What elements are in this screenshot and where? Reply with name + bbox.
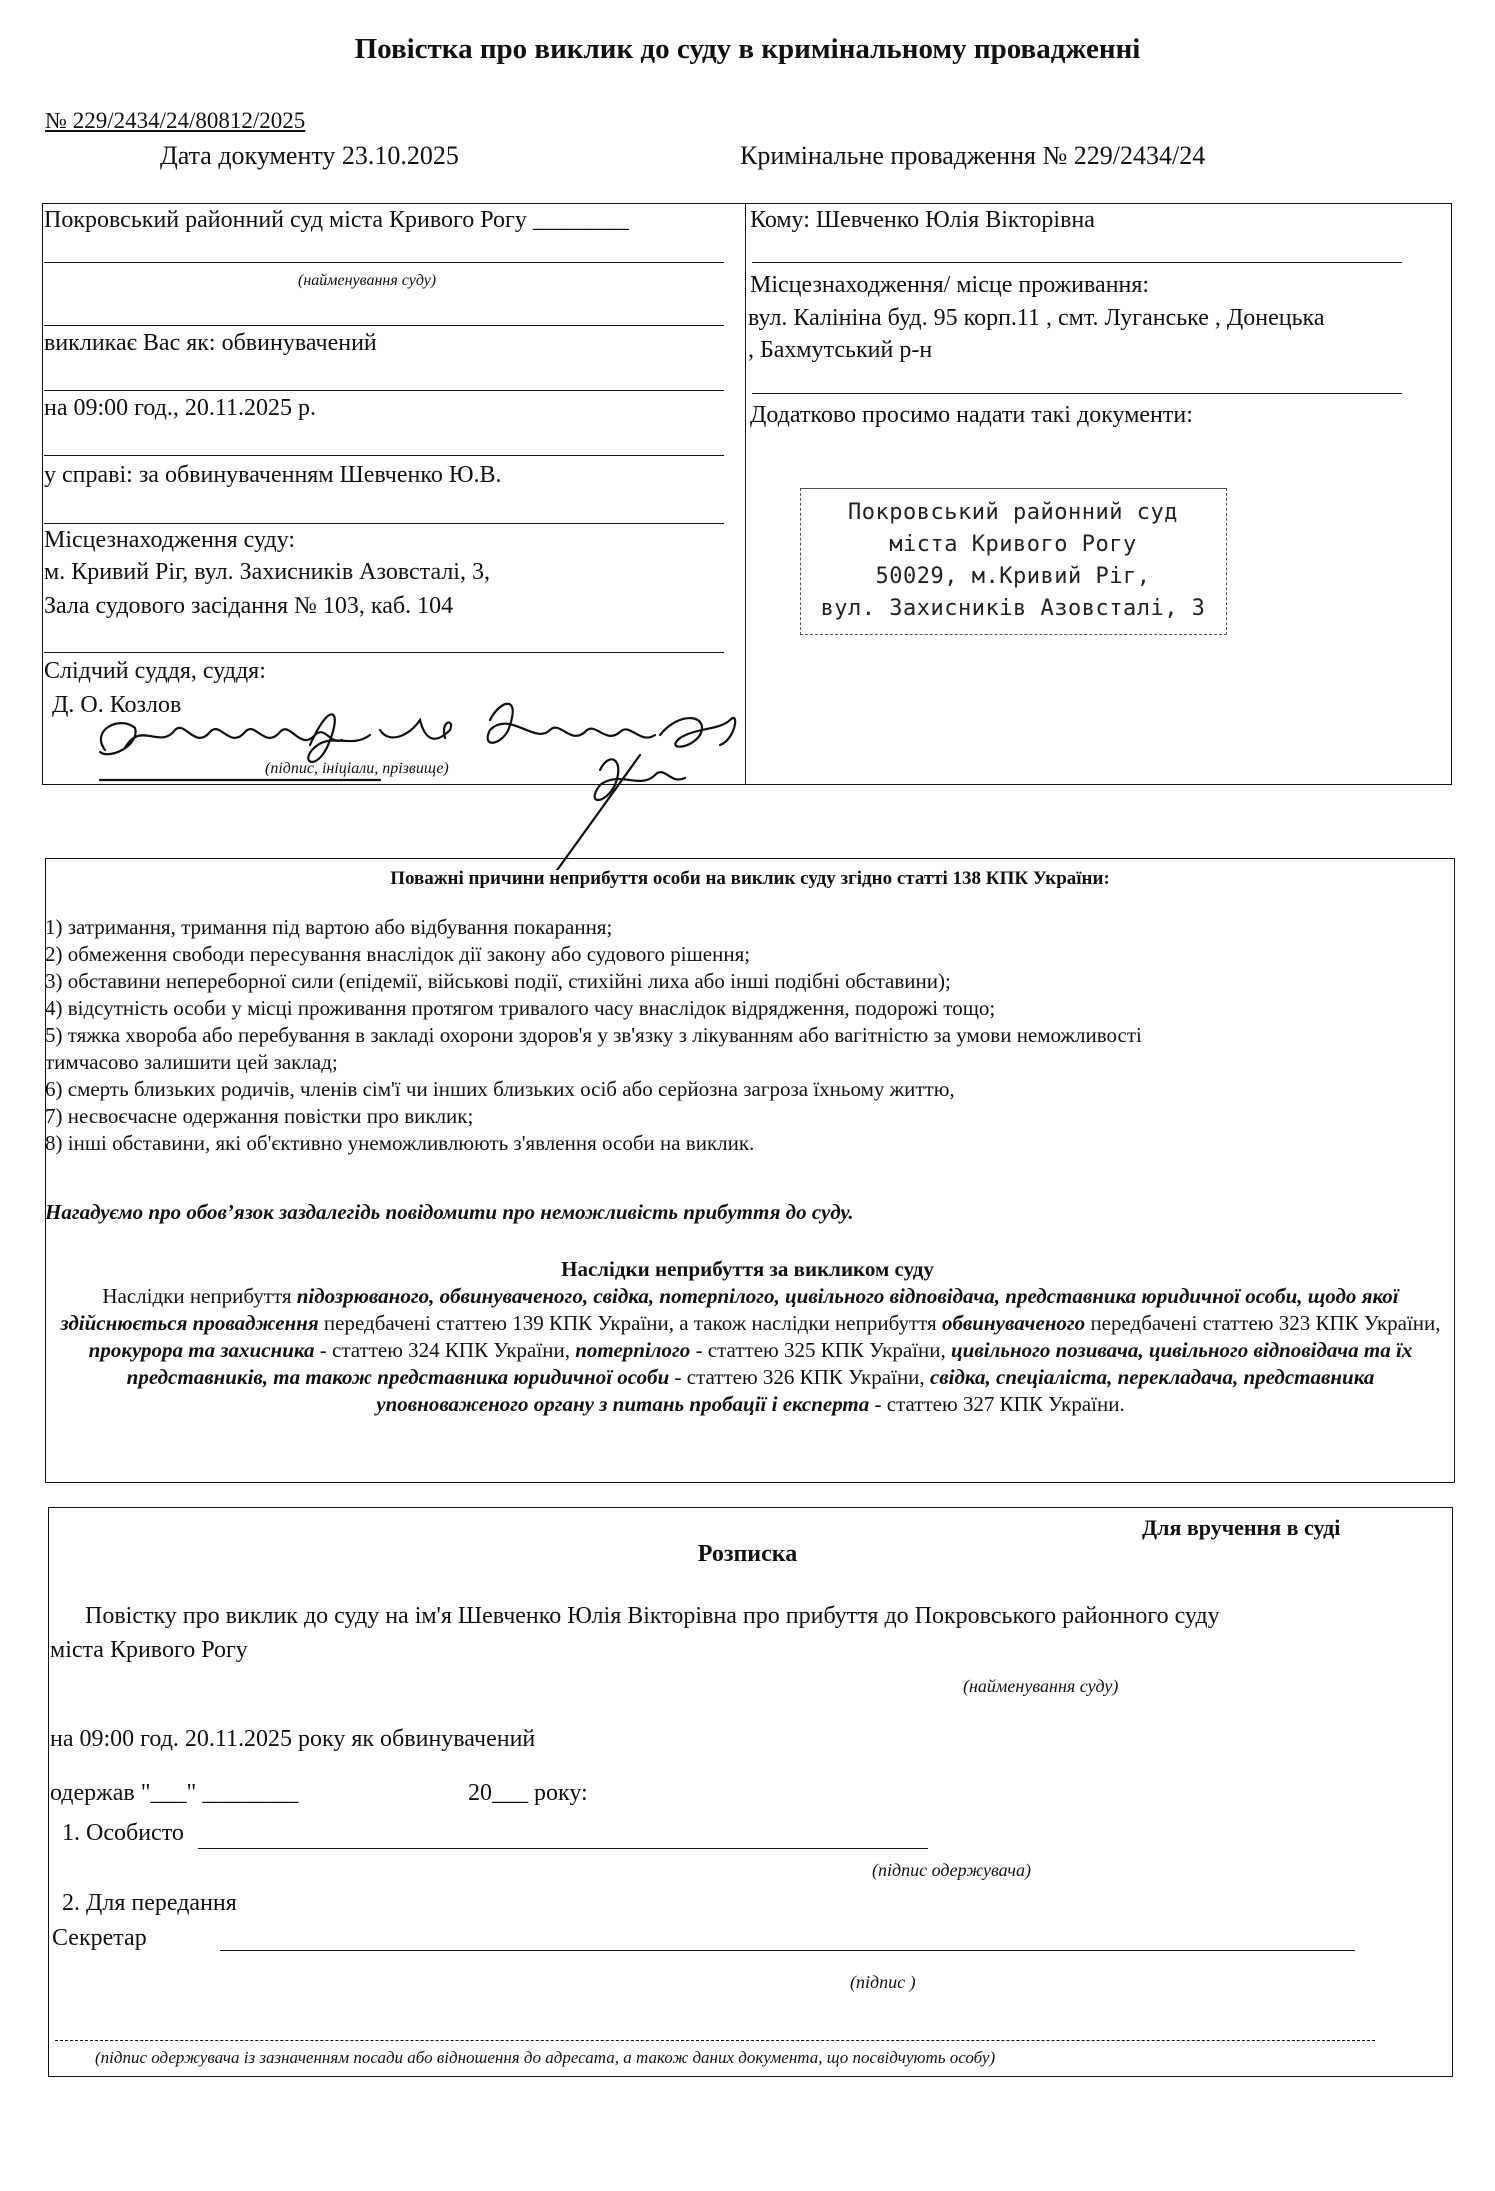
- court-name-hint: (найменування суду): [298, 272, 437, 289]
- stamp-line4: вул. Захисників Азовсталі, 3: [820, 596, 1206, 621]
- page-title: Повістка про виклик до суду в кримінальному провадженні: [354, 33, 1141, 65]
- received-year: 20___ року:: [468, 1780, 588, 1806]
- judge-name: Д. О. Козлов: [52, 692, 182, 718]
- line: [44, 262, 724, 263]
- court-location-line2: Зала судового засідання № 103, каб. 104: [44, 593, 454, 619]
- reason-2: 2) обмеження свободи пересування внаслідок дії закону або судового рішення;: [45, 942, 751, 966]
- receipt-line1-cont: міста Кривого Рогу: [50, 1637, 248, 1663]
- line: [752, 393, 1402, 394]
- receipt-line2: на 09:00 год. 20.11.2025 року як обвинувачений: [50, 1726, 536, 1752]
- recipient-name: Кому: Шевченко Юлія Вікторівна: [750, 207, 1095, 233]
- reason-7: 7) несвоєчасне одержання повістки про виклик;: [45, 1104, 474, 1128]
- residence-label: Місцезнаходження/ місце проживання:: [750, 272, 1150, 298]
- reason-4: 4) відсутність особи у місці проживання протягом тривалого часу внаслідок відрядження, подорожі тощо;: [45, 996, 996, 1020]
- line: [44, 325, 724, 326]
- secretary-sign-line: [220, 1950, 1355, 1951]
- secretary-label: Секретар: [52, 1925, 147, 1951]
- court-name: Покровський районний суд міста Кривого Рогу ________: [44, 207, 629, 233]
- for-court-label: Для вручення в суді: [1142, 1515, 1341, 1540]
- recipient-sign-hint: (підпис одержувача): [872, 1860, 1031, 1880]
- judge-signature: [80, 690, 760, 870]
- personal-label: 1. Особисто: [62, 1820, 184, 1846]
- receipt-line1: Повістку про виклик до суду на ім'я Шевченко Юлія Вікторівна про прибуття до Покровського районного суду: [85, 1603, 1220, 1629]
- sign-hint: (підпис ): [850, 1972, 916, 1992]
- reason-8: 8) інші обставини, які об'єктивно унеможливлюють з'явлення особи на виклик.: [45, 1131, 755, 1155]
- court-location-line1: м. Кривий Ріг, вул. Захисників Азовсталі, 3,: [44, 559, 490, 585]
- additional-documents: Додатково просимо надати такі документи:: [750, 402, 1193, 428]
- signature-hint: (підпис, ініціали, прізвище): [265, 760, 449, 777]
- line: [44, 390, 724, 391]
- receipt-title: Розписка: [697, 1541, 798, 1567]
- court-location-label: Місцезнаходження суду:: [44, 527, 296, 553]
- personal-sign-line: [198, 1848, 928, 1849]
- judge-label: Слідчий суддя, суддя:: [44, 658, 266, 684]
- summons-role: викликає Вас як: обвинувачений: [44, 330, 377, 356]
- summons-time: на 09:00 год., 20.11.2025 р.: [44, 395, 317, 421]
- reason-6: 6) смерть близьких родичів, членів сім'ї чи інших близьких осіб або серйозна загроза їхньому життю,: [45, 1077, 955, 1101]
- line: [44, 455, 724, 456]
- consequences-text: Наслідки неприбуття підозрюваного, обвинуваченого, свідка, потерпілого, цивільного відповідача, представника юридичної особи, щодо якої здійснюється провадження передбачені статтею 139 КПК України, а також наслідки неприбуття обвинуваченого передбачені статтею 323 КПК України, прокурора та захисника - статтею 324 КПК України, потерпілого - статтею 325 КПК України, цивільного позивача, цивільного відповідача та їх представників, та також представника юридичної особи - статтею 326 КПК України, свідка, спеціаліста, перекладача, представника уповноваженого органу з питань пробації і експерта - статтею 327 КПК України.: [60, 1284, 1441, 1416]
- reminder: Нагадуємо про обов’язок заздалегідь повідомити про неможливість прибуття до суду.: [45, 1200, 854, 1224]
- criminal-case-number: Кримінальне провадження № 229/2434/24: [740, 141, 1206, 170]
- received-date: одержав "___" ________: [50, 1780, 299, 1806]
- consequences-heading: Наслідки неприбуття за викликом суду: [561, 1257, 934, 1281]
- document-date: Дата документу 23.10.2025: [160, 141, 459, 170]
- reason-3: 3) обставини непереборної сили (епідемії, військові події, стихійні лиха або інші подібні обставини);: [45, 969, 951, 993]
- line: [752, 262, 1402, 263]
- receipt-court-hint: (найменування суду): [963, 1676, 1119, 1696]
- reasons-heading: Поважні причини неприбуття особи на виклик суду згідно статті 138 КПК України:: [390, 868, 1110, 889]
- document-number: № 229/2434/24/80812/2025: [45, 108, 306, 133]
- footer-hint: (підпис одержувача із зазначенням посади або відношення до адресата, а також даних документа, що посвідчують особу): [95, 2048, 996, 2067]
- reason-1: 1) затримання, тримання під вартою або відбування покарання;: [45, 915, 613, 939]
- line: [44, 652, 724, 653]
- stamp-line3: 50029, м.Кривий Ріг,: [875, 564, 1151, 589]
- footer-line: [55, 2040, 1375, 2041]
- line: [44, 523, 724, 524]
- case-description: у справі: за обвинуваченням Шевченко Ю.В.: [44, 462, 502, 488]
- reason-5-cont: тимчасово залишити цей заклад;: [45, 1050, 338, 1074]
- residence-line2: , Бахмутський р-н: [748, 337, 933, 363]
- stamp-line2: міста Кривого Рогу: [889, 532, 1137, 557]
- for-transfer-label: 2. Для передання: [62, 1890, 237, 1916]
- stamp-line1: Покровський районний суд: [848, 500, 1178, 525]
- reason-5: 5) тяжка хвороба або перебування в закладі охорони здоров'я у зв'язку з лікуванням або вагітністю за умови неможливості: [45, 1023, 1142, 1047]
- court-stamp: [798, 497, 1228, 642]
- residence-line1: вул. Калініна буд. 95 корп.11 , смт. Луганське , Донецька: [748, 305, 1325, 331]
